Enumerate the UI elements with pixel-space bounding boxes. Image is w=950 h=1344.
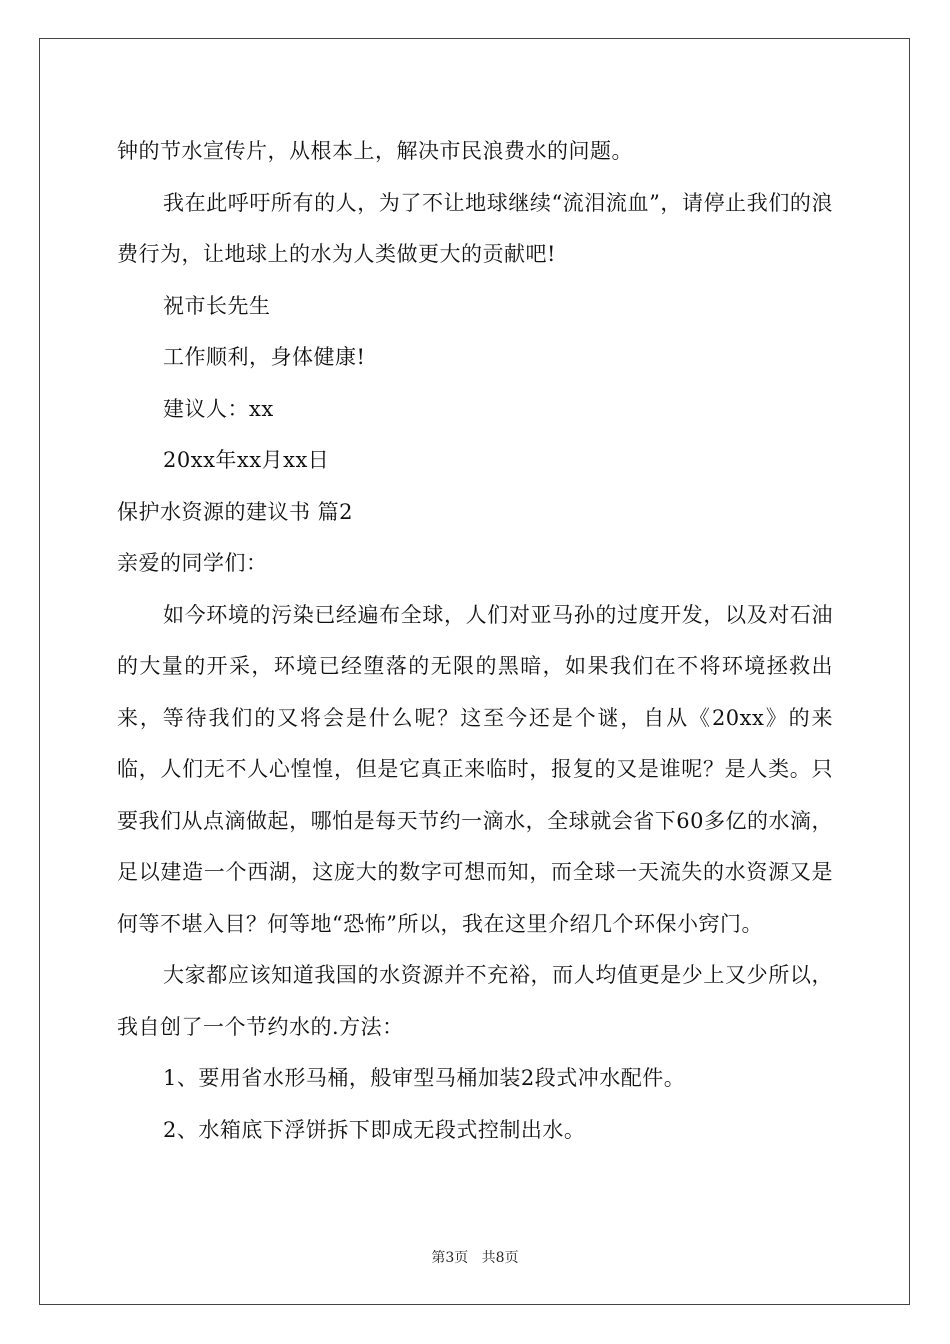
- tip-item-1: 1、要用省水形马桶，般审型马桶加装2段式冲水配件。: [163, 1066, 686, 1090]
- signature-line: 建议人：xx: [163, 396, 274, 421]
- paragraph-appeal: 我在此呼吁所有的人，为了不让地球继续“流泪流血”，请停止我们的浪费行为，让地球上的水为人类做更大的贡献吧!: [117, 190, 833, 266]
- tip-item-2: 2、水箱底下浮饼拆下即成无段式控制出水。: [163, 1117, 586, 1142]
- closing-wish: 祝市长先生: [163, 293, 271, 318]
- closing-blessing: 工作顺利，身体健康!: [163, 345, 366, 369]
- paragraph-environment: 如今环境的污染已经遍布全球，人们对亚马孙的过度开发，以及对石油的大量的开采，环境已经堕落的无限的黑暗，如果我们在不将环境拯救出来，等待我们的又将会是什么呢？这至今还是个谜，自从《20xx》的来临，人们无不人心惶惶，但是它真正来临时，报复的又是谁呢？是人类。只要我们从点滴做起，哪怕是每天节约一滴水，全球就会省下60多亿的水滴，足以建造一个西湖，这庞大的数字可想而知，而全球一天流失的水资源又是何等不堪入目？何等地“恐怖”所以，我在这里介绍几个环保小窍门。: [117, 602, 833, 936]
- paragraph-continuation: 钟的节水宣传片，从根本上，解决市民浪费水的问题。: [117, 139, 633, 163]
- page-total: 共8页: [481, 1250, 519, 1266]
- section-heading: 保护水资源的建议书 篇2: [117, 499, 354, 524]
- page-number: 第3页: [431, 1250, 469, 1266]
- paragraph-water-resources: 大家都应该知道我国的水资源并不充裕，而人均值更是少上又少所以，我自创了一个节约水的.方法：: [117, 963, 833, 1039]
- date-line: 20xx年xx月xx日: [163, 448, 330, 472]
- document-body: [117, 126, 833, 1156]
- page-footer: [0, 1247, 950, 1267]
- salutation: 亲爱的同学们：: [117, 551, 268, 575]
